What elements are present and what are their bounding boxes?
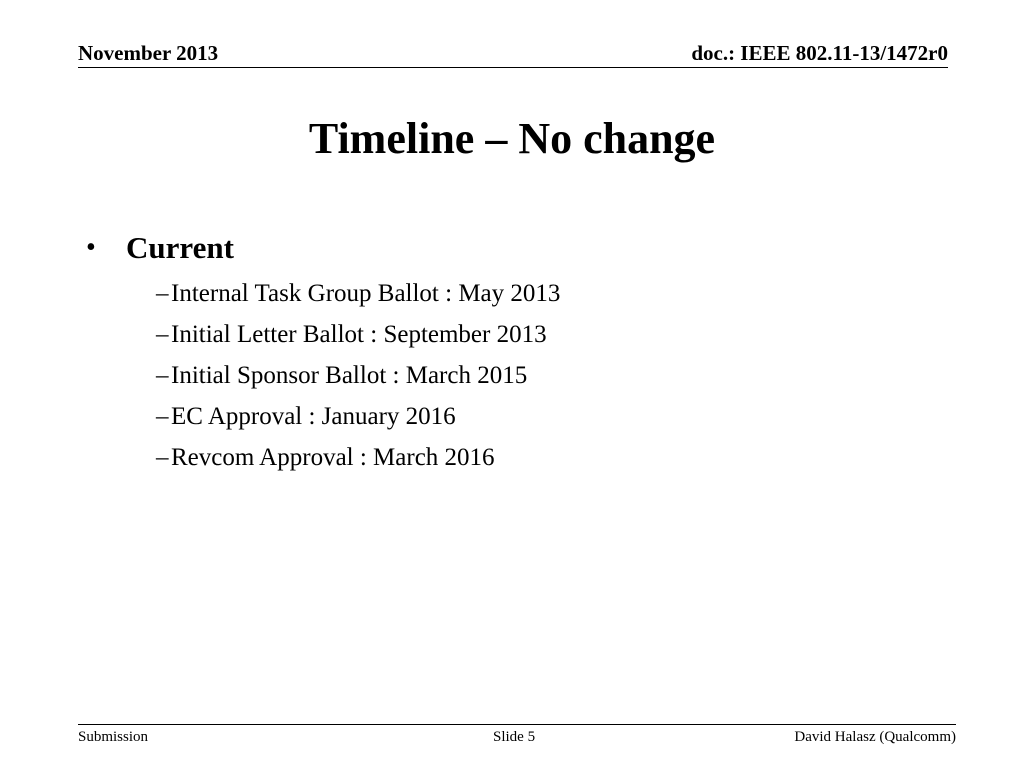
header-divider (78, 67, 948, 68)
dash-icon: – (156, 321, 169, 348)
timeline-list (156, 277, 856, 482)
footer-submission: Submission (78, 729, 149, 745)
list-item-text: Revcom Approval : March 2016 (171, 444, 495, 471)
footer-author: David Halasz (Qualcomm) (794, 729, 956, 745)
list-item-text: Initial Letter Ballot : September 2013 (171, 321, 547, 348)
footer-divider (78, 724, 956, 725)
list-item (156, 318, 856, 359)
slide-title: Timeline – No change (308, 114, 716, 163)
list-item (156, 277, 856, 318)
bullet-label: Current (126, 230, 234, 265)
header-date: November 2013 (78, 41, 219, 65)
list-item (156, 400, 856, 441)
list-item-text: Initial Sponsor Ballot : March 2015 (171, 362, 528, 389)
list-item (156, 359, 856, 400)
dash-icon: – (156, 403, 169, 430)
list-item-text: EC Approval : January 2016 (171, 403, 456, 430)
dash-icon: – (156, 444, 169, 471)
bullet-dot-icon: • (86, 232, 96, 263)
dash-icon: – (156, 362, 169, 389)
list-item-text: Internal Task Group Ballot : May 2013 (171, 280, 561, 307)
list-item (156, 441, 856, 482)
footer-slide-number: Slide 5 (493, 729, 536, 745)
dash-icon: – (156, 280, 169, 307)
header-doc-id: doc.: IEEE 802.11-13/1472r0 (691, 41, 948, 65)
